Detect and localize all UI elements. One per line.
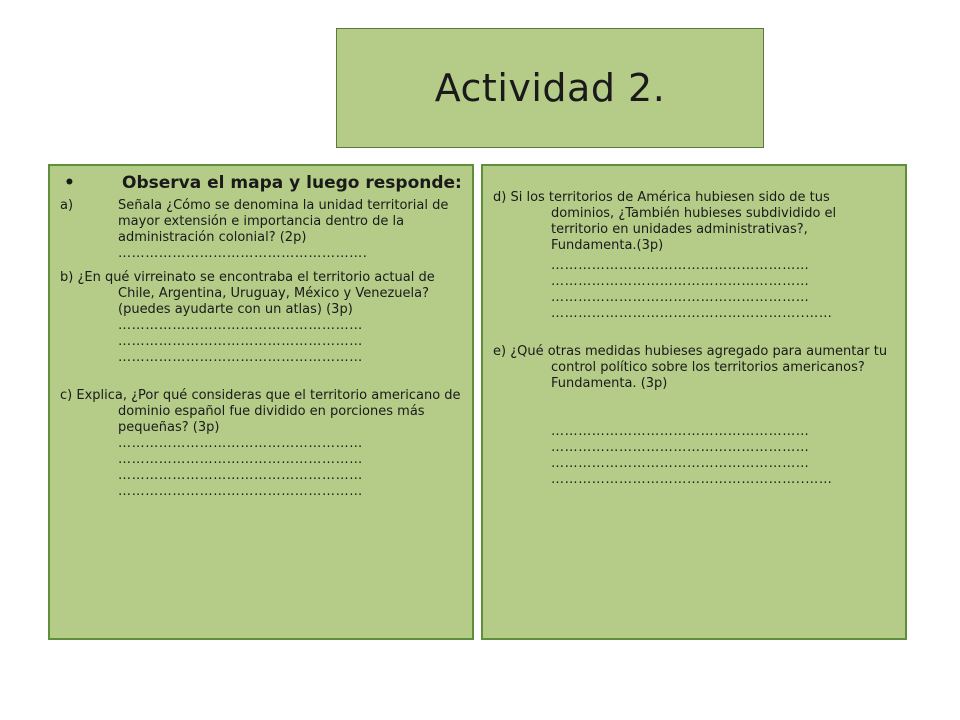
answer-line[interactable]: ………………………………………………	[118, 350, 363, 365]
answer-line[interactable]: …………………………………………………	[551, 424, 810, 439]
answer-line[interactable]: ………………………………………………..……	[551, 472, 833, 487]
answer-line[interactable]: …………………………………………………	[551, 258, 810, 273]
title-box	[336, 28, 764, 148]
left-panel	[48, 164, 474, 640]
answer-line[interactable]: ………………………………………………	[118, 318, 363, 333]
instruction-heading	[60, 172, 464, 194]
answer-line[interactable]: ………………………………………………	[118, 452, 363, 467]
question-a	[60, 198, 464, 246]
instruction-text: Observa el mapa y luego responde:	[122, 173, 462, 193]
question-c-text: c) Explica, ¿Por qué consideras que el territorio americano de dominio español fue dividido en porciones más pequeñas? (3p)	[60, 388, 461, 435]
question-b-text: b) ¿En qué virreinato se encontraba el territorio actual de Chile, Argentina, Uruguay, México y Venezuela? (puedes ayudarte con un atlas) (3p)	[60, 270, 435, 317]
right-panel	[481, 164, 907, 640]
answer-line[interactable]: ………………………………………………	[118, 436, 363, 451]
question-e-text: e) ¿Qué otras medidas hubieses agregado para aumentar tu control político sobre los territorios americanos? Fundamenta. (3p)	[493, 344, 888, 391]
answer-line[interactable]: …………………………………………………	[551, 274, 810, 289]
answer-line[interactable]: ………………………………………………	[118, 484, 363, 499]
answer-line[interactable]: ……………………………………………….	[118, 246, 368, 261]
answer-line[interactable]: ………………………………………………..……	[551, 306, 833, 321]
slide-title: Actividad 2.	[434, 66, 666, 110]
answer-line[interactable]: …………………………………………………	[551, 440, 810, 455]
question-a-text: Señala ¿Cómo se denomina la unidad territorial de mayor extensión e importancia dentro de la administración colonial? (2p)	[118, 198, 449, 245]
answer-line[interactable]: …………………………………………………	[551, 456, 810, 471]
bullet-icon: •	[64, 173, 75, 193]
question-a-label: a)	[60, 198, 74, 213]
answer-line[interactable]: …………………………………………………	[551, 290, 810, 305]
answer-line[interactable]: ………………………………………………	[118, 334, 363, 349]
question-d-text: d) Si los territorios de América hubiesen sido de tus dominios, ¿También hubieses subdividido el territorio en unidades administrativas?, Fundamenta.(3p)	[493, 190, 837, 253]
answer-line[interactable]: ………………………………………………	[118, 468, 363, 483]
